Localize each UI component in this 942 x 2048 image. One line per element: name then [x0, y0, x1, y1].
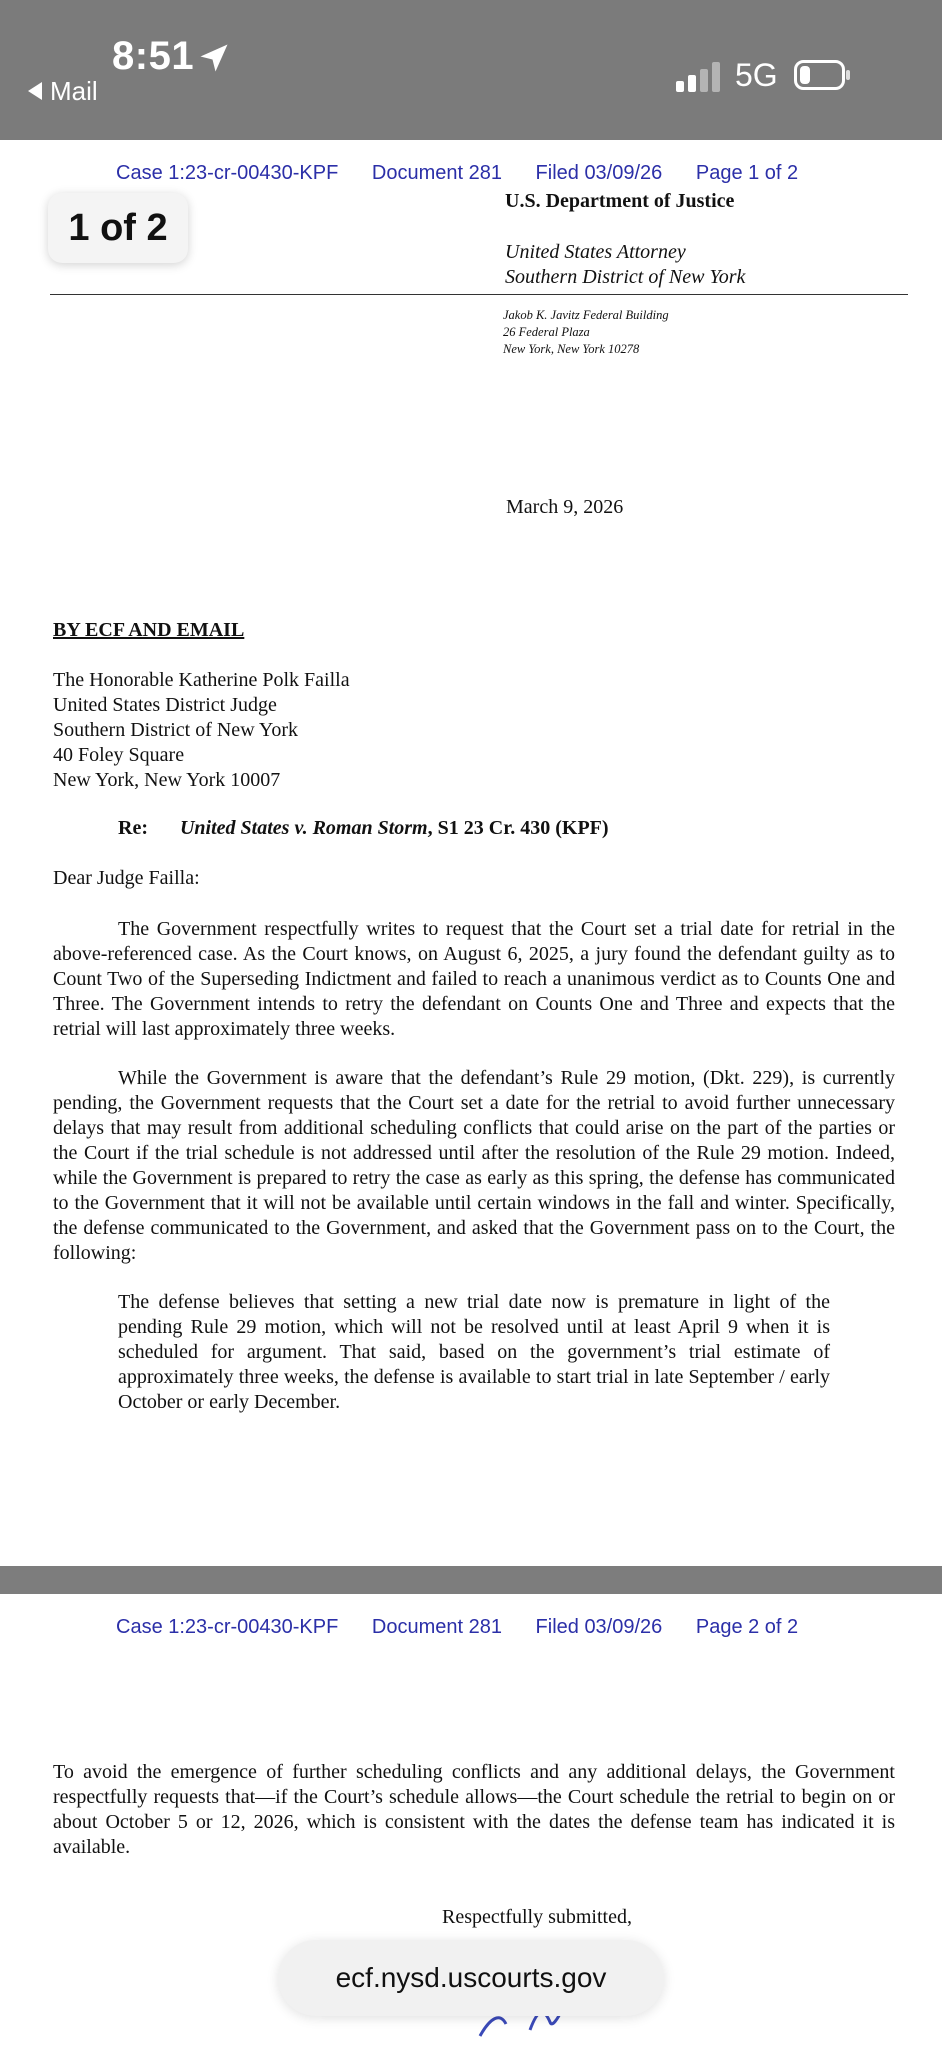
paragraph-text: The Government respectfully writes to request that the Court set a trial date for retrial in the above-referenced case. As the Court knows, on August 6, 2025, a jury found the defendant guilty as to Count Two of the Superseding Indictment and failed to reach a unanimous verdict as to Counts One and Three. The Government intends to retry the defendant on Counts One and Three and expects that the retrial will last approximately three weeks. [53, 918, 895, 1040]
battery-icon [794, 60, 850, 90]
office-line-2: Southern District of New York [505, 266, 746, 288]
status-time: 8:51 [112, 34, 195, 78]
addressee-block [53, 668, 350, 793]
address-bar[interactable] [278, 1940, 664, 2016]
status-bar [0, 0, 942, 140]
block-quote: The defense believes that setting a new trial date now is premature in light of the pending Rule 29 motion, which will not be resolved until at least April 9 when it is scheduled for argument. That said, based on the government’s trial estimate of approximately three weeks, the defense is available to start trial in late September / early October or early December. [118, 1291, 830, 1413]
page2-ecf-header [116, 1616, 826, 1639]
department-name: U.S. Department of Justice [505, 190, 735, 212]
closing: Respectfully submitted, [442, 1906, 632, 1928]
page-indicator: 1 of 2 [48, 193, 188, 263]
document-number: Document 281 [371, 162, 502, 184]
page1-ecf-header [116, 162, 826, 185]
back-to-mail-button[interactable] [28, 76, 98, 107]
address-bar-url: ecf.nysd.uscourts.gov [335, 1962, 607, 1993]
address-line-1: Jakob K. Javitz Federal Building [503, 308, 669, 322]
page-count: Page 1 of 2 [695, 162, 799, 184]
office-line-1: United States Attorney [505, 241, 686, 263]
case-docket: , S1 23 Cr. 430 (KPF) [427, 817, 609, 839]
re-line [118, 817, 609, 840]
location-arrow-icon [196, 40, 232, 76]
filed-date: Filed 03/09/26 [535, 162, 663, 184]
page-separator [0, 1566, 942, 1594]
address-line-2: 26 Federal Plaza [503, 325, 590, 339]
cellular-signal-icon [676, 62, 720, 92]
address-line-3: New York, New York 10278 [503, 342, 640, 356]
office-address [503, 307, 669, 358]
case-number: Case 1:23-cr-00430-KPF [116, 162, 339, 184]
paragraph-text: While the Government is aware that the defendant’s Rule 29 motion, (Dkt. 229), is currently pending, the Government requests that the Court set a date for the retrial to avoid further unnecessary delays that may result from additional scheduling conflicts that could arise on the part of the parties or the Court if the trial schedule is not addressed until after the resolution of the Rule 29 motion. Indeed, while the Government is prepared to retry the case as early as this spring, the defense has communicated to the Government that it will not be available until certain windows in the fall and winter. Specifically, the defense communicated to the Government, and asked that the Government pass on to the Court, the following: [53, 1067, 895, 1264]
delivery-method: BY ECF AND EMAIL [53, 619, 245, 641]
page2-paragraph: To avoid the emergence of further scheduling conflicts and any additional delays, the Government respectfully requests that—if the Court’s schedule allows—the Court schedule the retrial to begin on or about October 5 or 12, 2026, which is consistent with the dates the defense team has indicated it is available. [53, 1761, 895, 1858]
addressee-line: New York, New York 10007 [53, 769, 281, 791]
addressee-line: 40 Foley Square [53, 744, 185, 766]
addressee-line: United States District Judge [53, 694, 277, 716]
re-label: Re: [118, 817, 148, 839]
document-number: Document 281 [371, 1616, 502, 1638]
page-count: Page 2 of 2 [695, 1616, 799, 1638]
body-paragraph-1 [53, 917, 895, 1042]
addressee-line: Southern District of New York [53, 719, 298, 741]
salutation: Dear Judge Failla: [53, 867, 200, 889]
office-name [505, 240, 745, 290]
letter-date: March 9, 2026 [506, 496, 624, 518]
back-app-label: Mail [50, 76, 98, 106]
addressee-line: The Honorable Katherine Polk Failla [53, 669, 350, 691]
back-arrow-icon [28, 82, 42, 100]
filed-date: Filed 03/09/26 [535, 1616, 663, 1638]
case-name: United States v. Roman Storm [179, 817, 428, 839]
letterhead-divider [50, 294, 908, 295]
network-type: 5G [735, 57, 778, 93]
case-number: Case 1:23-cr-00430-KPF [116, 1616, 339, 1638]
body-paragraph-2 [53, 1066, 895, 1266]
